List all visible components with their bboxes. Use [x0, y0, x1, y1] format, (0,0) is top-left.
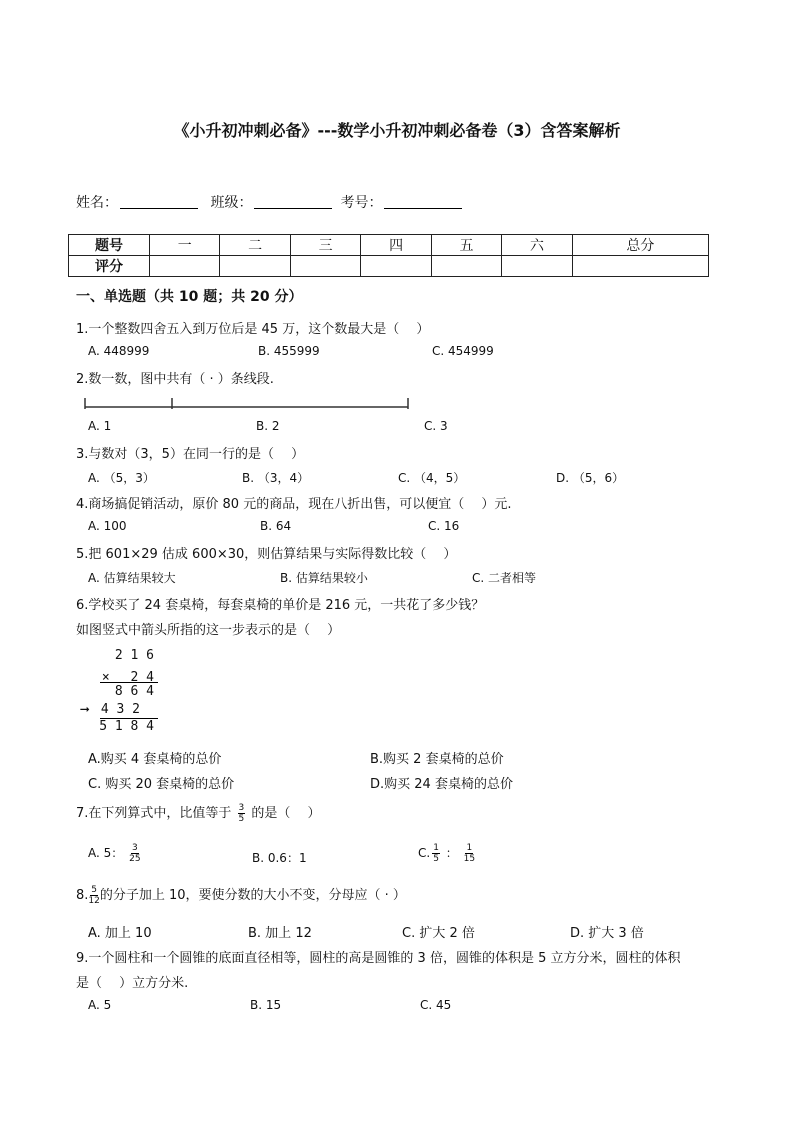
score-cell: 题号	[69, 235, 150, 256]
q2-option-c[interactable]: C. 3	[424, 419, 448, 433]
q8-option-c[interactable]: C. 扩大 2 倍	[402, 926, 475, 941]
q4-option-c[interactable]: C. 16	[428, 519, 460, 533]
q3-option-b[interactable]: B. （3，4）	[242, 471, 310, 485]
q7-option-b[interactable]: B. 0.6：1	[252, 851, 307, 865]
q6-option-d[interactable]: D.购买 24 套桌椅的总价	[370, 777, 513, 792]
q9-option-a[interactable]: A. 5	[88, 998, 112, 1012]
question-2: 2.数一数，图中共有（ · ）条线段.	[76, 372, 274, 387]
question-6: 6.学校买了 24 套桌椅，每套桌椅的单价是 216 元，一共花了多少钱？	[76, 598, 485, 613]
question-8: 8. $\frac{5}{12}$ 的分子加上 10，要使分数的大小不变，分母应（ · ）	[76, 885, 406, 906]
page-title: 《小升初冲刺必备》---数学小升初冲刺必备卷（3）含答案解析	[173, 121, 621, 140]
q6-option-b[interactable]: B.购买 2 套桌椅的总价	[370, 752, 504, 767]
q5-option-c[interactable]: C. 二者相等	[472, 571, 537, 585]
score-entry-cell[interactable]	[290, 256, 360, 277]
q3-option-d[interactable]: D. （5，6）	[556, 471, 625, 485]
q8-option-d[interactable]: D. 扩大 3 倍	[570, 926, 644, 941]
section-heading: 一、单选题（共 10 题；共 20 分）	[76, 289, 303, 305]
vertical-multiplication	[78, 646, 160, 734]
q1-option-b[interactable]: B. 455999	[258, 344, 320, 358]
question-9-line2: 是（ ）立方分米.	[76, 976, 189, 991]
score-cell: 四	[361, 235, 431, 256]
q9-option-b[interactable]: B. 15	[250, 998, 282, 1012]
class-label: 班级：	[210, 195, 253, 211]
q2-option-a[interactable]: A. 1	[88, 419, 112, 433]
question-6-line2: 如图竖式中箭头所指的这一步表示的是（ ）	[76, 623, 341, 638]
score-entry-cell[interactable]	[361, 256, 431, 277]
question-7	[76, 802, 321, 824]
score-cell: 三	[290, 235, 360, 256]
q7-text-end: 的是（ ）	[251, 806, 321, 821]
q1-option-c[interactable]: C. 454999	[432, 344, 494, 358]
score-entry-cell[interactable]	[502, 256, 572, 277]
score-entry-cell[interactable]	[572, 256, 708, 277]
calc-line: 2 1 6	[114, 648, 154, 663]
score-cell: 一	[150, 235, 220, 256]
question-5: 5.把 601×29 估成 600×30，则估算结果与实际得数比较（ ）	[76, 547, 457, 562]
question-3: 3.与数对（3，5）在同一行的是（ ）	[76, 447, 305, 462]
calc-line: 4 3 2	[100, 702, 140, 717]
q8-option-a[interactable]: A. 加上 10	[88, 926, 152, 941]
q2-option-b[interactable]: B. 2	[256, 419, 280, 433]
calc-line: 8 6 4	[114, 684, 154, 699]
q6-option-c[interactable]: C. 购买 20 套桌椅的总价	[88, 777, 235, 792]
score-cell: 评分	[69, 256, 150, 277]
question-9: 9.一个圆柱和一个圆锥的底面直径相等，圆柱的高是圆锥的 3 倍，圆锥的体积是 5 立方分米，圆柱的体积	[76, 951, 681, 966]
q3-option-c[interactable]: C. （4，5）	[398, 471, 466, 485]
q5-option-b[interactable]: B. 估算结果较小	[280, 571, 368, 585]
score-cell: 五	[431, 235, 501, 256]
exam-no-label: 考号：	[340, 195, 383, 211]
q9-option-c[interactable]: C. 45	[420, 998, 452, 1012]
name-label: 姓名：	[76, 195, 118, 211]
q4-option-b[interactable]: B. 64	[260, 519, 292, 533]
score-entry-cell[interactable]	[431, 256, 501, 277]
q7-text: 7.在下列算式中，比值等于	[76, 806, 232, 821]
score-table	[68, 234, 709, 277]
score-cell: 二	[220, 235, 290, 256]
q1-option-a[interactable]: A. 448999	[88, 344, 150, 358]
q8-option-b[interactable]: B. 加上 12	[248, 926, 312, 941]
question-1: 1.一个整数四舍五入到万位后是 45 万，这个数最大是（ ）	[76, 322, 430, 337]
score-cell: 六	[502, 235, 572, 256]
name-blank[interactable]	[120, 194, 198, 209]
q7-option-a[interactable]: A. 5： $\frac{3}{25}$	[88, 843, 141, 864]
q7-option-c[interactable]: C. $\frac{1}{5}$ ： $\frac{1}{15}$	[418, 843, 476, 864]
fraction: $\frac{3}{5}$	[238, 803, 245, 824]
arrow-right-icon: ➞	[80, 700, 90, 719]
q3-option-a[interactable]: A. （5，3）	[88, 471, 155, 485]
line-segment-figure	[80, 394, 414, 410]
exam-no-blank[interactable]	[384, 194, 462, 209]
student-info-line	[76, 192, 470, 212]
q6-option-a[interactable]: A.购买 4 套桌椅的总价	[88, 752, 222, 767]
q5-option-a[interactable]: A. 估算结果较大	[88, 571, 176, 585]
calc-line: 5 1 8 4	[99, 719, 154, 734]
class-blank[interactable]	[254, 194, 332, 209]
q4-option-a[interactable]: A. 100	[88, 519, 127, 533]
score-cell: 总分	[572, 235, 708, 256]
score-entry-cell[interactable]	[150, 256, 220, 277]
question-4: 4.商场搞促销活动，原价 80 元的商品，现在八折出售，可以便宜（ ）元.	[76, 497, 512, 512]
score-entry-cell[interactable]	[220, 256, 290, 277]
score-table-header-row	[69, 235, 709, 256]
calc-line: × 2 4	[101, 670, 154, 685]
score-table-score-row	[69, 256, 709, 277]
